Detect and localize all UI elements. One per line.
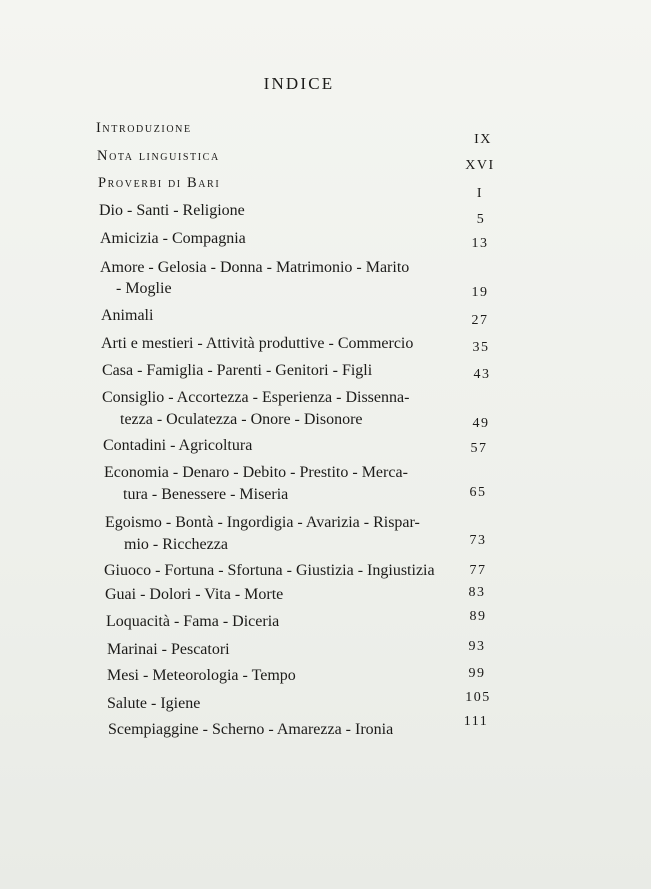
toc-entry-title: Arti e mestieri - Attività produttive - Commercio — [101, 335, 414, 352]
toc-page-number: 57 — [470, 441, 488, 456]
toc-entry-title-continuation: tezza - Oculatezza - Onore - Disonore — [120, 411, 363, 428]
toc-entry-title: Mesi - Meteorologia - Tempo — [107, 667, 296, 684]
page-title: INDICE — [263, 74, 335, 93]
toc-entry-title: Dio - Santi - Religione — [99, 202, 245, 219]
toc-entry-title: Proverbi di Bari — [98, 175, 221, 191]
toc-page-number: XVI — [465, 158, 495, 173]
toc-page-number: 19 — [471, 285, 489, 300]
toc-page-number: 13 — [471, 236, 489, 251]
toc-entry-title: Animali — [101, 307, 154, 324]
toc-entry-title: Egoismo - Bontà - Ingordigia - Avarizia - Rispar- — [105, 514, 420, 531]
toc-entry-title-continuation: mio - Ricchezza — [124, 536, 228, 553]
toc-page-number: 77 — [469, 563, 487, 578]
toc-page-number: 5 — [476, 212, 486, 227]
toc-page-number: 105 — [465, 690, 491, 705]
toc-entry-title: Amicizia - Compagnia — [100, 230, 246, 247]
toc-page-number: 83 — [468, 585, 486, 600]
toc-page-number: 111 — [463, 714, 489, 729]
toc-page-number: 49 — [472, 416, 490, 431]
toc-entry-title: Marinai - Pescatori — [107, 641, 230, 658]
toc-page-number: I — [476, 186, 484, 201]
toc-page-number: 43 — [473, 367, 491, 382]
toc-entry-title: Loquacità - Fama - Diceria — [106, 613, 280, 630]
toc-page-number: 99 — [468, 666, 486, 681]
toc-entry-title: Introduzione — [96, 120, 192, 136]
toc-entry-title: Scempiaggine - Scherno - Amarezza - Ironia — [108, 721, 394, 738]
toc-entry-title: Casa - Famiglia - Parenti - Genitori - Figli — [102, 362, 373, 379]
toc-entry-title: Amore - Gelosia - Donna - Matrimonio - Marito — [100, 259, 410, 276]
toc-page-number: 73 — [469, 533, 487, 548]
toc-entry-title: Giuoco - Fortuna - Sfortuna - Giustizia - Ingiustizia — [104, 562, 435, 579]
toc-page-number: 93 — [468, 639, 486, 654]
toc-entry-title: Economia - Denaro - Debito - Prestito - Merca- — [104, 464, 408, 481]
toc-entry-title-continuation: tura - Benessere - Miseria — [123, 486, 289, 503]
toc-entry-title: Guai - Dolori - Vita - Morte — [105, 586, 284, 603]
toc-page-number: 35 — [472, 340, 490, 355]
toc-page-number: IX — [474, 132, 492, 147]
toc-page-number: 27 — [471, 313, 489, 328]
toc-page-number: 89 — [469, 609, 487, 624]
toc-entry-title: Salute - Igiene — [107, 695, 201, 712]
toc-entry-title-continuation: - Moglie — [116, 280, 172, 297]
toc-page-number: 65 — [469, 485, 487, 500]
toc-entry-title: Consiglio - Accortezza - Esperienza - Dissenna- — [102, 389, 410, 406]
toc-entry-title: Contadini - Agricoltura — [103, 437, 253, 454]
toc-entry-title: Nota linguistica — [97, 148, 220, 164]
